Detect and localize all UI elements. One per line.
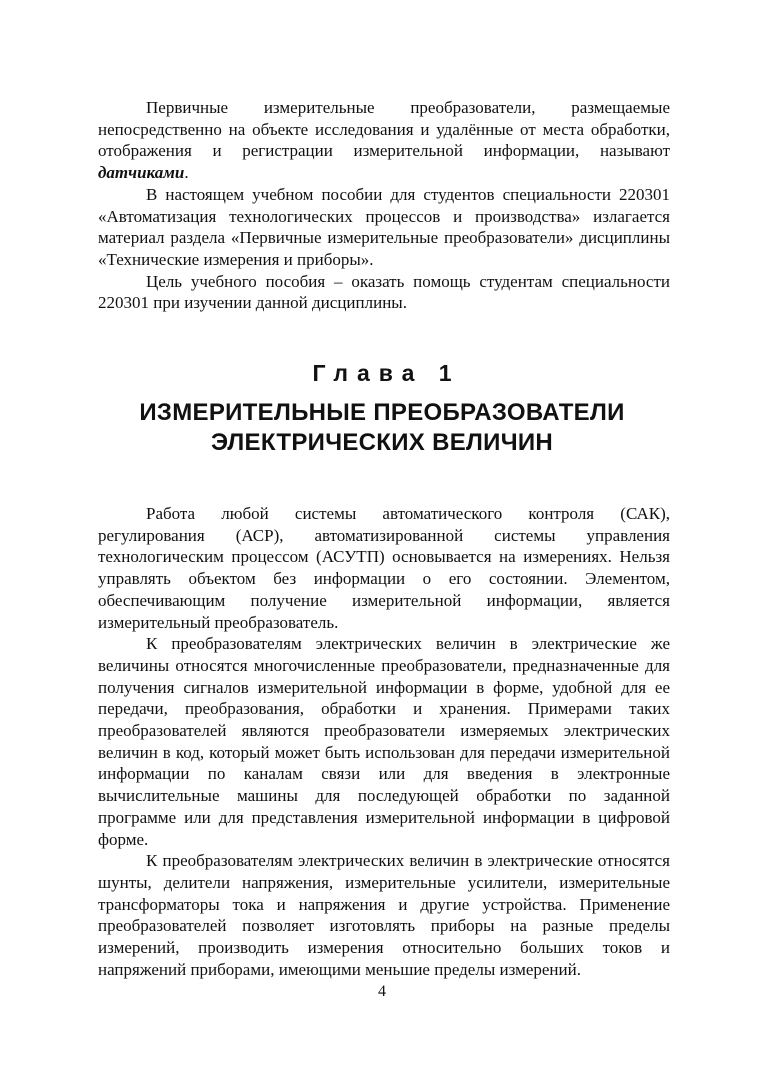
intro-paragraph-1-end: . [184, 163, 189, 183]
chapter-body [98, 503, 670, 980]
intro-paragraph-3: Цель учебного пособия – оказать помощь студентам специальности 220301 при изучении данной дисциплины. [98, 271, 670, 313]
intro-section [98, 97, 670, 314]
body-paragraph-2: К преобразователям электрических величин в электрические же величины относятся многочисленные преобразователи, предназначенные для получения сигналов измерительной информации в форме, удобной для ее передачи, преобразования, обработки и хранения. Примерами таких преобразователей являются преобразователи измеряемых электрических величин в код, который может быть использован для передачи измерительной информации по каналам связи или для введения в электронные вычислительные машины для последующей обработки по заданной программе или для представления измерительной информации в цифровой форме. [98, 634, 670, 849]
term-sensors: датчиками [98, 163, 185, 183]
body-paragraph-3: К преобразователям электрических величин в электрические относятся шунты, делители напряжения, измерительные усилители, измерительные трансформаторы тока и напряжения и другие устройства. Применение преобразователей позволяет изготовлять приборы на разные пределы измерений, производить измерения относительно больших токов и напряжений приборами, имеющими меньшие пределы измерений. [98, 851, 670, 979]
body-paragraph-1: Работа любой системы автоматического контроля (САК), регулирования (АСР), автоматизированной системы управления технологическим процессом (АСУТП) основывается на измерениях. Нельзя управлять объектом без информации о его состоянии. Элементом, обеспечивающим получение измерительной информации, является измерительный преобразователь. [98, 504, 670, 632]
intro-paragraph-1 [98, 97, 670, 184]
page-number: 4 [378, 983, 386, 1000]
intro-paragraph-1-text: Первичные измерительные преобразователи, размещаемые непосредственно на объекте исследования и удалённые от места обработки, отображения и регистрации измерительной информации, называют [98, 98, 670, 161]
intro-paragraph-2: В настоящем учебном пособии для студентов специальности 220301 «Автоматизация технологических процессов и производства» излагается материал раздела «Первичные измерительные преобразователи» дисциплины «Технические измерения и приборы». [98, 184, 670, 269]
chapter-title-line-2: ЭЛЕКТРИЧЕСКИХ ВЕЛИЧИН [210, 429, 554, 456]
chapter-label: Глава 1 [312, 360, 461, 386]
chapter-title [0, 398, 764, 458]
chapter-title-line-1: ИЗМЕРИТЕЛЬНЫЕ ПРЕОБРАЗОВАТЕЛИ [139, 399, 625, 426]
